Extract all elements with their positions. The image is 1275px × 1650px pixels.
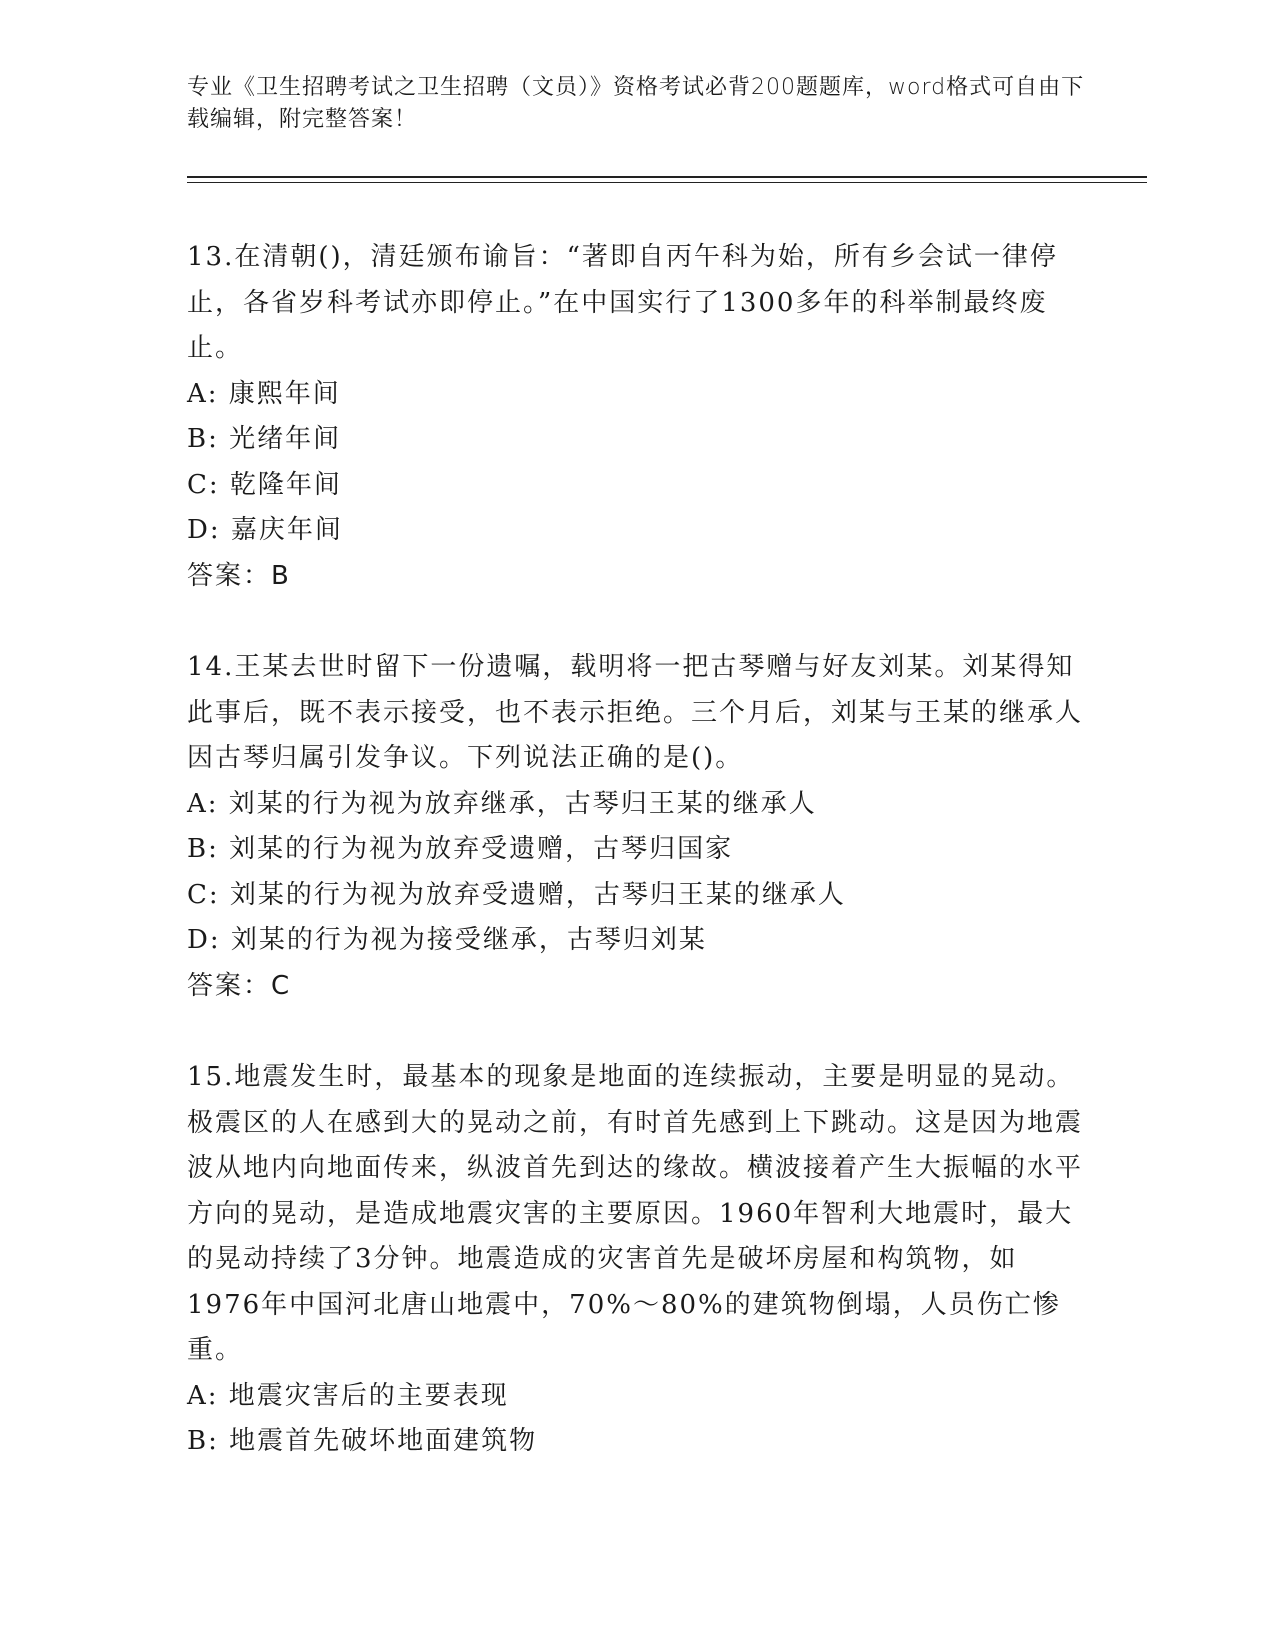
document-header: 专业《卫生招聘考试之卫生招聘（文员）》资格考试必背200题题库，word格式可自由下载编辑，附完整答案！ [187,75,1085,132]
question-14 [187,645,1087,1009]
option-b: B: 光绪年间 [187,424,342,454]
question-15 [187,1055,1087,1465]
answer-label: 答案：C [187,970,292,1001]
question-stem: 14.王某去世时留下一份遗嘱，载明将一把古琴赠与好友刘某。刘某得知此事后，既不表示接受，也不表示拒绝。三个月后，刘某与王某的继承人因古琴归属引发争议。下列说法正确的是()。 [187,652,1084,773]
option-a: A: 康熙年间 [187,378,341,409]
option-b: B: 刘某的行为视为放弃受遗赠，古琴归国家 [187,834,734,864]
question-stem: 13.在清朝()，清廷颁布谕旨：“著即自丙午科为始，所有乡会试一律停止，各省岁科考试亦即停止。”在中国实行了1300多年的科举制最终废止。 [187,242,1058,363]
question-list [187,235,1087,1511]
question-13 [187,235,1087,599]
option-c: C: 刘某的行为视为放弃受遗赠，古琴归王某的继承人 [187,879,846,910]
option-a: A: 刘某的行为视为放弃继承，古琴归王某的继承人 [187,788,817,819]
question-stem: 15.地震发生时，最基本的现象是地面的连续振动，主要是明显的晃动。极震区的人在感到大的晃动之前，有时首先感到上下跳动。这是因为地震波从地内向地面传来，纵波首先到达的缘故。横波接着产生大振幅的水平方向的晃动，是造成地震灾害的主要原因。1960年智利大地震时，最大的晃动持续了3分钟。地震造成的灾害首先是破坏房屋和构筑物，如1976年中国河北唐山地震中，70%～80%的建筑物倒塌，人员伤亡惨重。 [187,1062,1084,1365]
option-d: D: 嘉庆年间 [187,515,343,545]
option-c: C: 乾隆年间 [187,469,342,500]
option-a: A: 地震灾害后的主要表现 [187,1380,509,1411]
option-d: D: 刘某的行为视为接受继承，古琴归刘某 [187,925,707,955]
header-divider-thin [187,182,1147,183]
option-b: B: 地震首先破坏地面建筑物 [187,1426,538,1456]
answer-label: 答案：B [187,560,291,591]
header-divider [187,176,1147,178]
